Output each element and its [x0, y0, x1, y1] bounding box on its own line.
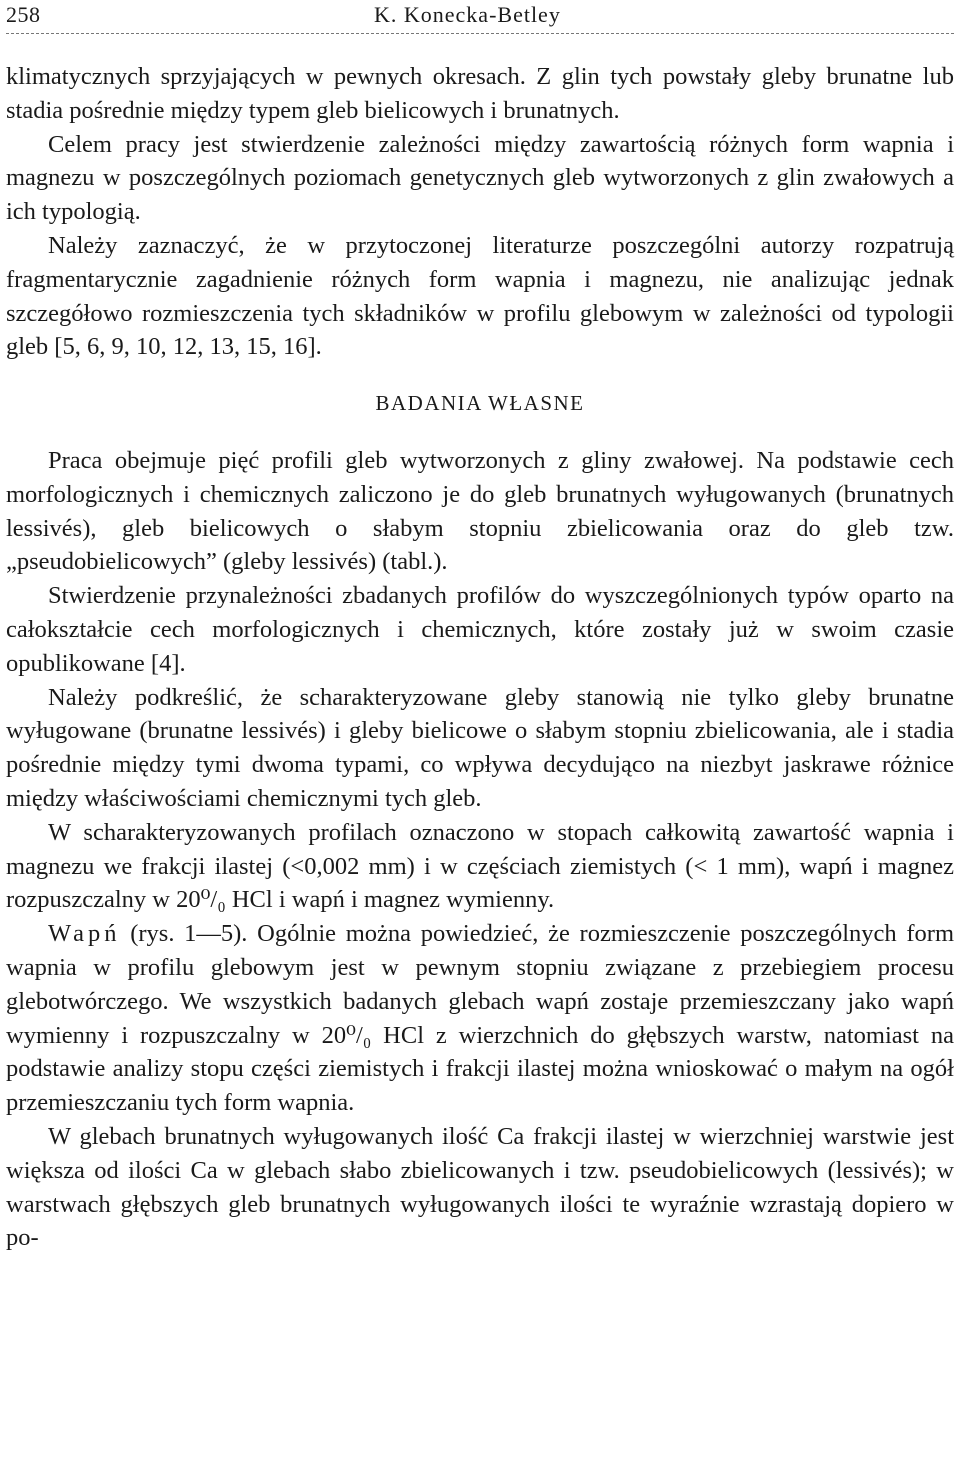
calcium-lead-word: Wapń: [48, 920, 121, 948]
paragraph-methods: W scharakteryzowanych profilach oznaczono w stopach całkowitą zawartość wapnia i magnezu we frakcji ilastej (<0,002 mm) i w częściach ziemistych (< 1 mm), wapń i magnez rozpuszczalny w 20⁰/₀ HCl i wapń i magnez wymienny.: [6, 818, 954, 914]
calcium-text: (rys. 1—5). Ogólnie można powiedzieć, że rozmieszczenie poszczególnych form wapnia w profilu glebowym jest w pewnym stopniu związane z przebiegiem procesu glebotwórczego. We wszystkich badanych glebach wapń zostaje przemieszczany jako wapń wymienny i rozpuszczalny w 20⁰/₀ HCl z wierzchnich do głębszych warstw, natomiast na podstawie analizy stopu części ziemistych i frakcji ilastej można wnioskować o małym na ogół przemieszczaniu tych form wapnia.: [6, 920, 954, 1117]
paragraph-brown-soils: W glebach brunatnych wyługowanych ilość Ca frakcji ilastej w wierzchniej warstwie jest większa od ilości Ca w glebach słabo zbielicowanych i tzw. pseudobielicowych (lessivés); w warstwach głębszych gleb brunatnych wyługowanych ilości te wyraźnie wzrastają dopiero w po-: [6, 1122, 954, 1252]
page-header: [0, 0, 960, 40]
paragraph-classification: Stwierdzenie przynależności zbadanych profilów do wyszczególnionych typów oparto na całokształcie cech morfologicznych i chemicznych, które zostały już w swoim czasie opublikowane [4].: [6, 582, 954, 677]
section-heading: BADANIA WŁASNE: [375, 391, 585, 416]
article-body: [6, 60, 954, 1255]
paragraph-profiles: Praca obejmuje pięć profili gleb wytworzonych z gliny zwałowej. Na podstawie cech morfologicznych i chemicznych zaliczono je do gleb brunatnych wyługowanych (brunatnych lessivés), gleb bielicowych o słabym stopniu zbielicowania oraz do gleb tzw. „pseudobielicowych” (gleby lessivés) (tabl.).: [6, 446, 954, 576]
paragraph-soil-types: Należy podkreślić, że scharakteryzowane gleby stanowią nie tylko gleby brunatne wyługowane (brunatne lessivés) i gleby bielicowe o słabym stopniu zbielicowania, ale i stadia pośrednie między tymi dwoma typami, co wpływa decydująco na niezbyt jaskrawe różnice między właściwościami chemicznymi tych gleb.: [6, 683, 954, 812]
header-rule: [6, 33, 954, 34]
paragraph-continuation: klimatycznych sprzyjających w pewnych okresach. Z glin tych powstały gleby brunatne lub stadia pośrednie między typem gleb bielicowych i brunatnych.: [6, 63, 954, 124]
paragraph-literature: Należy zaznaczyć, że w przytoczonej literaturze poszczególni autorzy rozpatrują fragmentarycznie zagadnienie różnych form wapnia i magnezu, nie analizując jednak szczegółowo rozmieszczenia tych składników w profilu glebowym w zależności od typologii gleb [5, 6, 9, 10, 12, 13, 15, 16].: [6, 231, 954, 361]
page-number: 258: [6, 2, 41, 27]
paragraph-calcium: [6, 917, 954, 1120]
running-head: K. Konecka-Betley: [374, 2, 561, 27]
paragraph-aim: Celem pracy jest stwierdzenie zależności między zawartością różnych form wapnia i magnezu w poszczególnych poziomach genetycznych gleb wytworzonych z glin zwałowych a ich typologią.: [6, 130, 954, 226]
